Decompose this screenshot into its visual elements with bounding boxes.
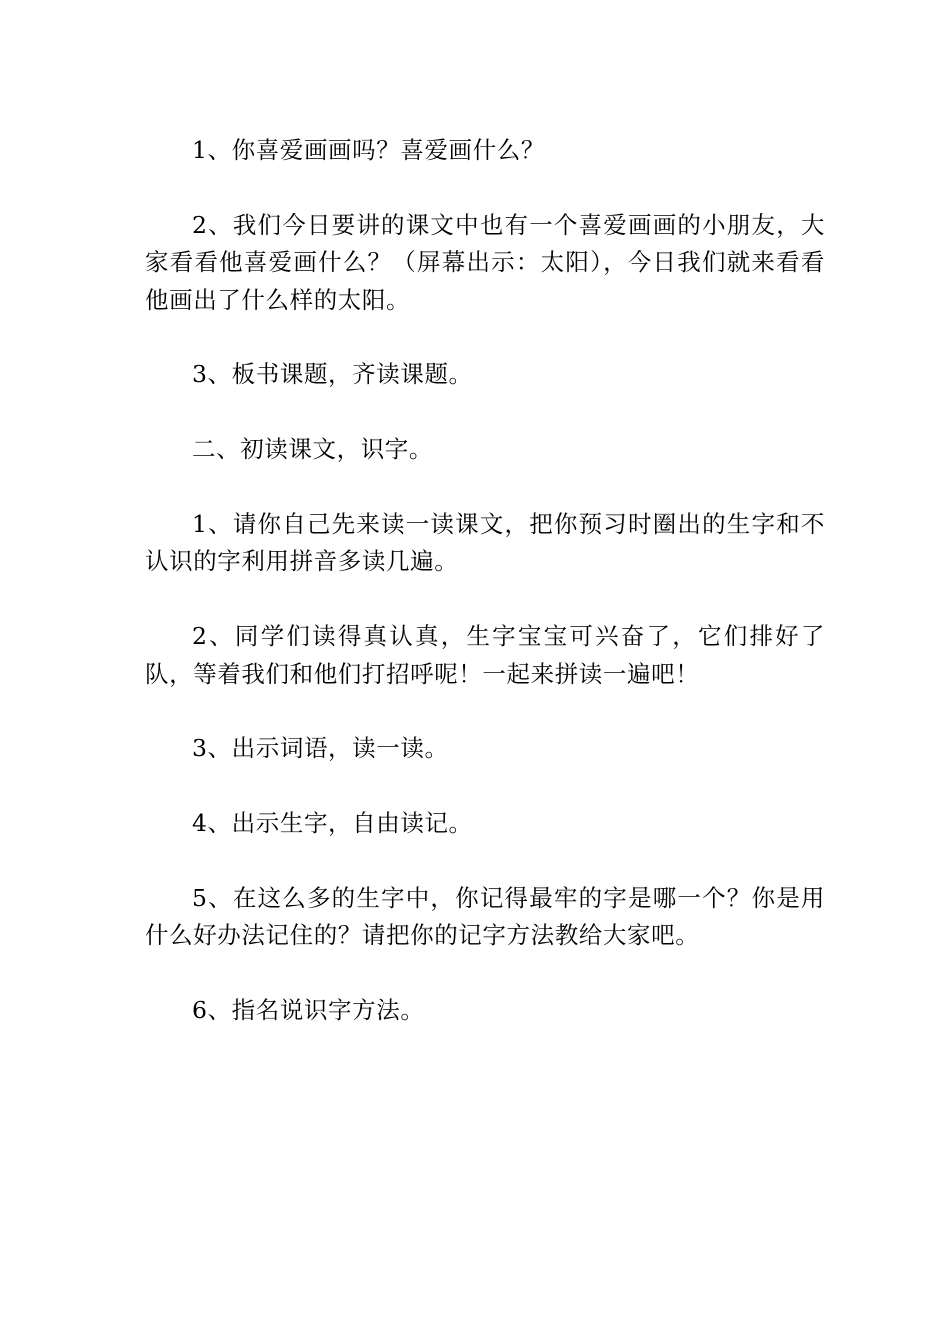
paragraph-2: 2、我们今日要讲的课文中也有一个喜爱画画的小朋友，大家看看他喜爱画什么？（屏幕出示：太阳），今日我们就来看看他画出了什么样的太阳。 <box>145 210 825 314</box>
paragraph-3: 3、板书课题，齐读课题。 <box>192 360 473 389</box>
section-heading-2: 二、初读课文，识字。 <box>192 435 433 464</box>
paragraph-9: 6、指名说识字方法。 <box>192 996 425 1025</box>
paragraph-6: 3、出示词语，读一读。 <box>192 734 449 763</box>
paragraph-7: 4、出示生字，自由读记。 <box>192 809 473 838</box>
paragraph-1: 1、你喜爱画画吗？喜爱画什么？ <box>192 136 545 164</box>
paragraph-4: 1、请你自己先来读一读课文，把你预习时圈出的生字和不认识的字利用拼音多读几遍。 <box>145 510 825 576</box>
document-body <box>145 132 825 1067</box>
paragraph-8: 5、在这么多的生字中，你记得最牢的字是哪一个？你是用什么好办法记住的？请把你的记字方法教给大家吧。 <box>145 884 825 950</box>
paragraph-5: 2、同学们读得真认真，生字宝宝可兴奋了，它们排好了队，等着我们和他们打招呼呢！一起来拼读一遍吧！ <box>145 622 825 688</box>
